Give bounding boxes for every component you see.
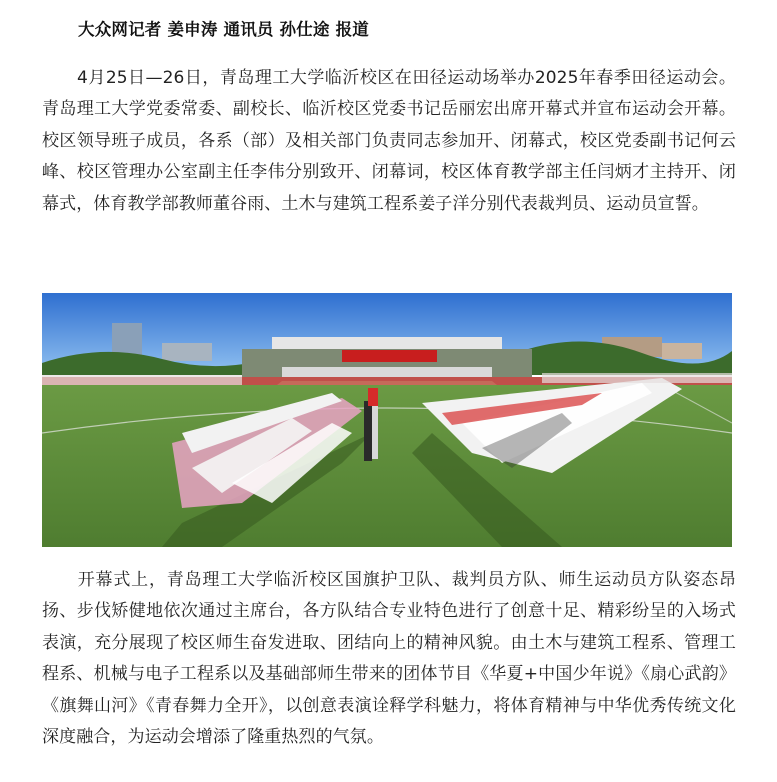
sports-meet-panorama-photo <box>42 293 732 547</box>
byline: 大众网记者 姜申涛 通讯员 孙仕途 报道 <box>78 20 369 39</box>
paragraph-1-text: 4月25日—26日，青岛理工大学临沂校区在田径运动场举办2025年春季田径运动会。青岛理工大学党委常委、副校长、临沂校区党委书记岳丽宏出席开幕式并宣布运动会开幕。校区领导班子成员，各系（部）及相关部门负责同志参加开、闭幕式，校区党委副书记何云峰、校区管理办公室副主任李伟分别致开、闭幕词，校区体育教学部主任闫炳才主持开、闭幕式，体育教学部教师董谷雨、土木与建筑工程系姜子洋分别代表裁判员、运动员宣誓。 <box>42 68 736 214</box>
paragraph-2-text: 开幕式上，青岛理工大学临沂校区国旗护卫队、裁判员方队、师生运动员方队姿态昂扬、步伐矫健地依次通过主席台，各方队结合专业特色进行了创意十足、精彩纷呈的入场式表演，充分展现了校区师生奋发进取、团结向上的精神风貌。由土木与建筑工程系、管理工程系、机械与电子工程系以及基础部师生带来的团体节目《华夏+中国少年说》《扇心武韵》《旗舞山河》《青春舞力全开》，以创意表演诠释学科魅力，将体育精神与中华优秀传统文化深度融合，为运动会增添了隆重热烈的气氛。 <box>42 570 736 748</box>
article-paragraph-2 <box>42 565 736 753</box>
article-paragraph-1 <box>42 63 736 220</box>
